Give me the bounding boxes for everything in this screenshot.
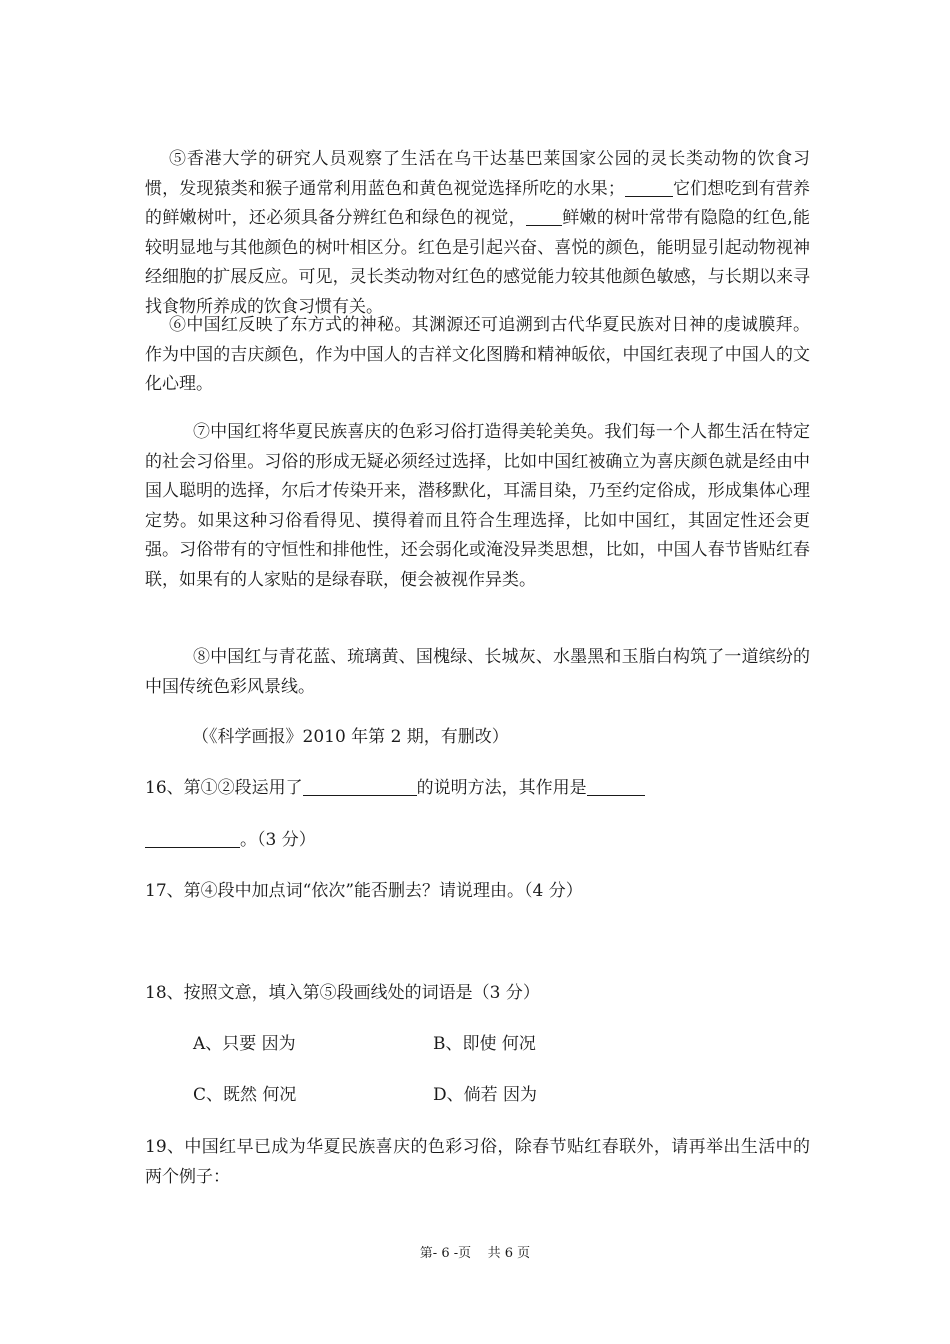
page-footer: 第- 6 -页 共 6 页 (419, 1246, 531, 1261)
paragraph-7: ⑦中国红将华夏民族喜庆的色彩习俗打造得美轮美奂。我们每一个人都生活在特定的社会习俗里。习俗的形成无疑必须经过选择，比如中国红被确立为喜庆颜色就是经由中国人聪明的选择，尔后才传染开来，潜移默化，耳濡目染，乃至约定俗成，形成集体心理定势。如果这种习俗看得见、摸得着而且符合生理选择，比如中国红，其固定性还会更强。习俗带有的守恒性和排他性，还会弱化或淹没异类思想，比如，中国人春节皆贴红春联，如果有的人家贴的是绿春联，便会被视作异类。 (145, 422, 810, 590)
paragraph-6: ⑥中国红反映了东方式的神秘。其渊源还可追溯到古代华夏民族对日神的虔诚膜拜。作为中国的吉庆颜色，作为中国人的吉祥文化图腾和精神皈依，中国红表现了中国人的文化心理。 (145, 315, 810, 394)
answer-blank-method (303, 777, 417, 796)
option-a: A、只要 因为 (193, 1034, 296, 1054)
option-c: C、既然 何况 (193, 1085, 297, 1105)
source-citation: （《科学画报》2010 年第 2 期，有删改） (192, 727, 509, 747)
question-16: 16、第①②段运用了 的说明方法，其作用是 (145, 774, 645, 802)
question-19: 19、中国红早已成为华夏民族喜庆的色彩习俗，除春节贴红春联外，请再举出生活中的两个例子： (145, 1137, 810, 1187)
fill-blank-1 (625, 178, 673, 197)
paragraph-8: ⑧中国红与青花蓝、琉璃黄、国槐绿、长城灰、水墨黑和玉脂白构筑了一道缤纷的中国传统色彩风景线。 (145, 647, 810, 697)
fill-blank-2 (526, 207, 562, 226)
question-17: 17、第④段中加点词“依次”能否删去？请说理由。（4 分） (145, 881, 583, 901)
answer-blank-effect (587, 777, 645, 796)
paragraph-5: ⑤香港大学的研究人员观察了生活在乌干达基巴莱国家公园的灵长类动物的饮食习惯，发现猿类和猴子通常利用蓝色和黄色视觉选择所吃的水果； 它们想吃到有营养的鲜嫩树叶，还必须具备分辨红色和绿色的视觉， 鲜嫩的树叶常带有隐隐的红色,能较明显地与其他颜色的树叶相区分。红色是引起兴奋、喜悦的颜色，能明显引起动物视神经细胞的扩展反应。可见，灵长类动物对红色的感觉能力较其他颜色敏感，与长期以来寻找食物所养成的饮食习惯有关。 (145, 149, 811, 317)
question-18: 18、按照文意，填入第⑤段画线处的词语是（3 分） (145, 983, 540, 1003)
answer-blank-effect-continued (145, 829, 240, 848)
option-d: D、倘若 因为 (433, 1085, 538, 1105)
option-b: B、即使 何况 (433, 1034, 536, 1054)
question-16-continued: 。（3 分） (145, 826, 316, 854)
